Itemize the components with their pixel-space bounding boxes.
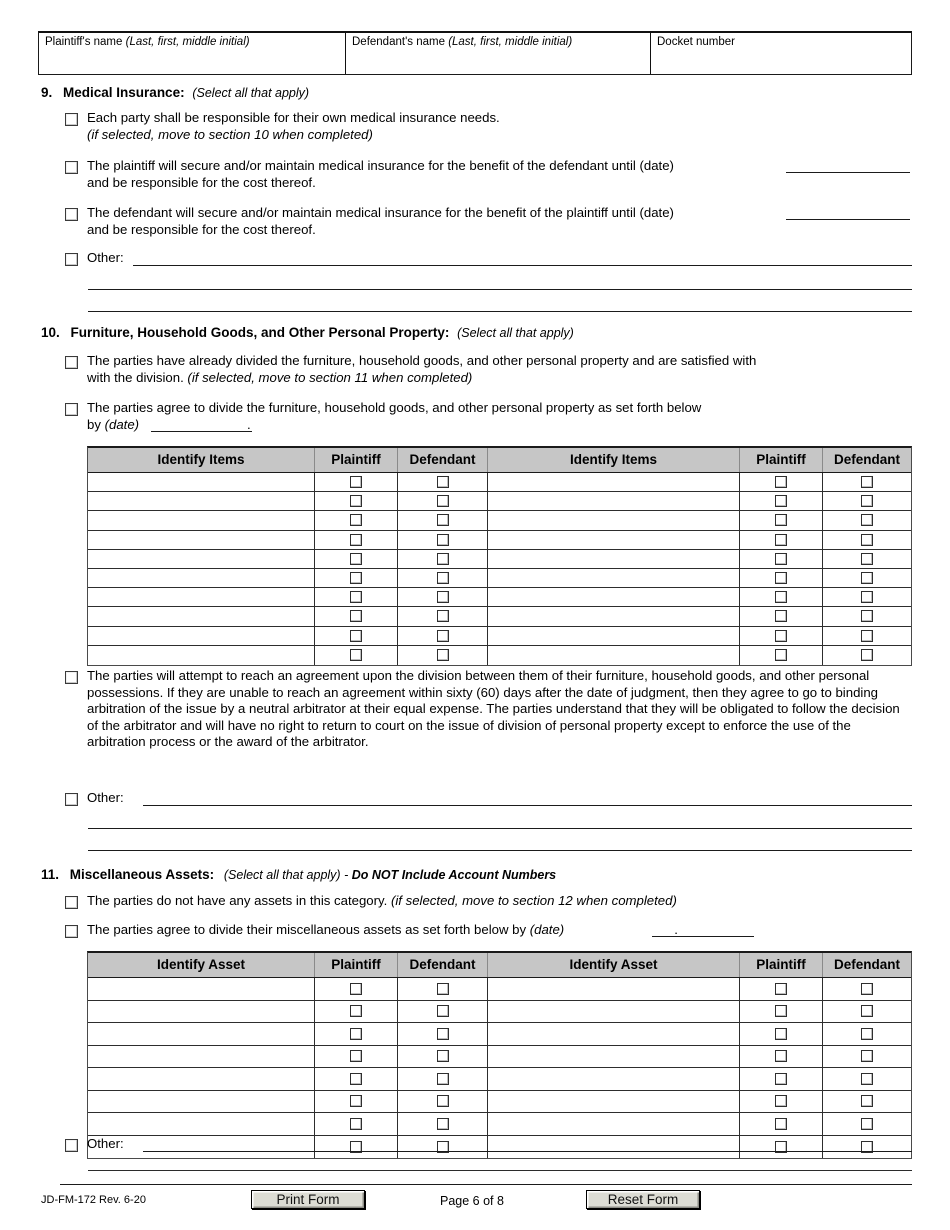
identify-entry-cell[interactable] <box>488 550 740 568</box>
party-checkbox-cell[interactable] <box>823 569 911 587</box>
party-checkbox-cell[interactable] <box>823 473 911 491</box>
identify-entry-cell[interactable] <box>88 1113 315 1135</box>
identify-entry-cell[interactable] <box>88 550 315 568</box>
column-header: Defendant <box>833 957 900 972</box>
checkbox-9-plaintiff-secures[interactable] <box>65 161 78 174</box>
party-checkbox-cell[interactable] <box>398 978 488 1000</box>
row-checkbox[interactable] <box>775 1118 787 1130</box>
identify-entry-cell[interactable] <box>88 1001 315 1023</box>
table-row <box>88 569 911 588</box>
identify-entry-cell[interactable] <box>88 1068 315 1090</box>
footer-divider <box>60 1184 912 1185</box>
party-checkbox-cell[interactable] <box>315 1046 398 1068</box>
party-checkbox-cell[interactable] <box>823 978 911 1000</box>
row-checkbox[interactable] <box>350 591 362 603</box>
party-checkbox-cell[interactable] <box>398 569 488 587</box>
identify-entry-cell[interactable] <box>88 607 315 625</box>
other-blank-9-line-2[interactable] <box>88 289 912 290</box>
furniture-table-header-row <box>88 448 911 473</box>
party-checkbox-cell[interactable] <box>823 492 911 510</box>
section-10-heading <box>41 325 574 340</box>
identify-entry-cell[interactable] <box>488 473 740 491</box>
row-checkbox[interactable] <box>350 1118 362 1130</box>
row-checkbox[interactable] <box>350 610 362 622</box>
identify-entry-cell[interactable] <box>88 1023 315 1045</box>
row-checkbox[interactable] <box>437 591 449 603</box>
column-header: Defendant <box>398 953 488 977</box>
column-header: Identify Asset <box>88 953 315 977</box>
row-checkbox[interactable] <box>775 476 787 488</box>
party-checkbox-cell[interactable] <box>740 588 823 606</box>
column-header: Identify Asset <box>488 953 740 977</box>
row-checkbox[interactable] <box>350 514 362 526</box>
party-checkbox-cell[interactable] <box>740 627 823 645</box>
row-checkbox[interactable] <box>350 553 362 565</box>
section-11-item-1-b: (if selected, move to section 12 when completed) <box>390 893 677 908</box>
identify-entry-cell[interactable] <box>88 588 315 606</box>
furniture-table-body <box>88 473 911 665</box>
date-blank-9-defendant[interactable] <box>786 219 910 220</box>
table-row <box>88 473 911 492</box>
row-checkbox[interactable] <box>861 1005 873 1017</box>
party-checkbox-cell[interactable] <box>740 1113 823 1135</box>
section-9-instruction: (Select all that apply) <box>192 86 310 100</box>
other-blank-9-line-3[interactable] <box>88 311 912 312</box>
row-checkbox[interactable] <box>775 591 787 603</box>
party-checkbox-cell[interactable] <box>823 1136 911 1159</box>
checkbox-9-own-insurance[interactable] <box>65 113 78 126</box>
identify-entry-cell[interactable] <box>88 1046 315 1068</box>
identify-entry-cell[interactable] <box>488 1136 740 1159</box>
row-checkbox[interactable] <box>437 514 449 526</box>
party-checkbox-cell[interactable] <box>315 550 398 568</box>
row-checkbox[interactable] <box>437 1050 449 1062</box>
section-9-item-2-line2: and be responsible for the cost thereof. <box>87 174 316 190</box>
section-11-number: 11. <box>41 867 60 882</box>
other-blank-11-line-2[interactable] <box>88 1170 912 1171</box>
party-checkbox-cell[interactable] <box>315 1068 398 1090</box>
column-header: Plaintiff <box>315 448 398 472</box>
party-checkbox-cell[interactable] <box>740 607 823 625</box>
identify-entry-cell[interactable] <box>488 607 740 625</box>
party-checkbox-cell[interactable] <box>398 1091 488 1113</box>
party-checkbox-cell[interactable] <box>398 473 488 491</box>
row-checkbox[interactable] <box>861 983 873 995</box>
identify-entry-cell[interactable] <box>488 627 740 645</box>
checkbox-9-other[interactable] <box>65 253 78 266</box>
row-checkbox[interactable] <box>775 553 787 565</box>
party-checkbox-cell[interactable] <box>315 569 398 587</box>
row-checkbox[interactable] <box>861 495 873 507</box>
party-checkbox-cell[interactable] <box>315 1001 398 1023</box>
row-checkbox[interactable] <box>350 630 362 642</box>
section-11-instruction: (Select all that apply) - <box>223 868 352 882</box>
row-checkbox[interactable] <box>775 610 787 622</box>
section-9-other-label <box>87 250 124 267</box>
party-checkbox-cell[interactable] <box>823 1023 911 1045</box>
row-checkbox[interactable] <box>437 983 449 995</box>
section-10-title: Furniture, Household Goods, and Other Personal Property: <box>70 325 450 340</box>
plaintiff-name-label: Plaintiff's name <box>45 36 126 48</box>
identify-entry-cell[interactable] <box>88 627 315 645</box>
party-checkbox-cell[interactable] <box>398 1046 488 1068</box>
party-checkbox-cell[interactable] <box>823 588 911 606</box>
identify-entry-cell[interactable] <box>488 1001 740 1023</box>
row-checkbox[interactable] <box>350 534 362 546</box>
section-11-item-2-b: (date) <box>529 922 565 937</box>
section-9-item-3-line1: The defendant will secure and/or maintain medical insurance for the benefit of the plaintiff until (date) <box>87 205 674 220</box>
identify-entry-cell[interactable] <box>488 588 740 606</box>
party-checkbox-cell[interactable] <box>823 511 911 529</box>
plaintiff-name-field[interactable] <box>39 33 346 74</box>
section-9-item-2-text <box>87 158 917 191</box>
section-10-item-2-line2b: (date) <box>104 416 140 432</box>
row-checkbox[interactable] <box>350 1028 362 1040</box>
table-row <box>88 588 911 607</box>
row-checkbox[interactable] <box>775 649 787 661</box>
party-checkbox-cell[interactable] <box>315 607 398 625</box>
row-checkbox[interactable] <box>861 1118 873 1130</box>
party-checkbox-cell[interactable] <box>315 531 398 549</box>
party-checkbox-cell[interactable] <box>315 1113 398 1135</box>
table-row <box>88 511 911 530</box>
row-checkbox[interactable] <box>437 1118 449 1130</box>
row-checkbox[interactable] <box>861 534 873 546</box>
row-checkbox[interactable] <box>861 476 873 488</box>
checkbox-10-already-divided[interactable] <box>65 356 78 369</box>
row-checkbox[interactable] <box>437 495 449 507</box>
party-checkbox-cell[interactable] <box>315 1023 398 1045</box>
table-row <box>88 1023 911 1046</box>
section-10-item-2-line2a: by <box>87 416 105 432</box>
identify-entry-cell[interactable] <box>488 978 740 1000</box>
row-checkbox[interactable] <box>437 1028 449 1040</box>
row-checkbox[interactable] <box>775 1028 787 1040</box>
row-checkbox[interactable] <box>861 649 873 661</box>
party-checkbox-cell[interactable] <box>398 1001 488 1023</box>
row-checkbox[interactable] <box>861 1095 873 1107</box>
print-form-button[interactable]: Print Form <box>251 1190 365 1209</box>
table-row <box>88 1046 911 1069</box>
section-9-heading <box>41 85 309 100</box>
party-checkbox-cell[interactable] <box>740 1068 823 1090</box>
checkbox-10-other[interactable] <box>65 793 78 806</box>
form-id-label: JD-FM-172 Rev. 6-20 <box>41 1194 146 1206</box>
party-checkbox-cell[interactable] <box>740 1046 823 1068</box>
party-checkbox-cell[interactable] <box>740 492 823 510</box>
column-header: Defendant <box>398 448 488 472</box>
party-checkbox-cell[interactable] <box>823 646 911 665</box>
section-11-title: Miscellaneous Assets: <box>69 867 215 882</box>
table-row <box>88 1113 911 1136</box>
identify-entry-cell[interactable] <box>488 1113 740 1135</box>
party-checkbox-cell[interactable] <box>740 1023 823 1045</box>
party-checkbox-cell[interactable] <box>315 492 398 510</box>
row-checkbox[interactable] <box>437 630 449 642</box>
identify-entry-cell[interactable] <box>88 511 315 529</box>
row-checkbox[interactable] <box>861 514 873 526</box>
table-row <box>88 1068 911 1091</box>
section-10-item-2-line2c: . <box>247 416 251 432</box>
identify-entry-cell[interactable] <box>88 492 315 510</box>
section-10-arbitration-text: The parties will attempt to reach an agreement upon the division between them of their furniture, household goods, and other personal possessions. If they are unable to reach an agreement within sixty (60) days after the date of judgment, then they agree to go to binding arbitration of the issue by a neutral arbitrator at their equal expense. The parties understand that they will be obligated to follow the decision of the arbitrator and will have no right to return to court on the issue of division of personal property except to enforce the use of the arbitration process or the award of the arbitrator. <box>87 668 900 749</box>
party-checkbox-cell[interactable] <box>398 588 488 606</box>
assets-table-body <box>88 978 911 1158</box>
identify-entry-cell[interactable] <box>488 1091 740 1113</box>
checkbox-9-defendant-secures[interactable] <box>65 208 78 221</box>
defendant-name-label: Defendant's name <box>352 36 449 48</box>
identify-entry-cell[interactable] <box>488 1023 740 1045</box>
other-blank-10-line-1[interactable] <box>143 805 912 806</box>
party-checkbox-cell[interactable] <box>823 1068 911 1090</box>
docket-number-field[interactable] <box>651 33 911 74</box>
row-checkbox[interactable] <box>350 649 362 661</box>
checkbox-10-agree-divide[interactable] <box>65 403 78 416</box>
section-11-item-2-text <box>87 922 917 939</box>
row-checkbox[interactable] <box>350 1050 362 1062</box>
party-checkbox-cell[interactable] <box>398 550 488 568</box>
section-10-item-1-line2a: with the division. <box>87 369 188 385</box>
row-checkbox[interactable] <box>437 1005 449 1017</box>
identify-entry-cell[interactable] <box>88 978 315 1000</box>
party-checkbox-cell[interactable] <box>315 627 398 645</box>
identify-entry-cell[interactable] <box>88 569 315 587</box>
party-checkbox-cell[interactable] <box>740 569 823 587</box>
section-11-item-1-text <box>87 893 917 910</box>
column-header: Identify Items <box>88 448 315 472</box>
party-checkbox-cell[interactable] <box>315 588 398 606</box>
identify-entry-cell[interactable] <box>488 1068 740 1090</box>
party-checkbox-cell[interactable] <box>398 1068 488 1090</box>
row-checkbox[interactable] <box>437 572 449 584</box>
identify-entry-cell[interactable] <box>88 1091 315 1113</box>
party-checkbox-cell[interactable] <box>398 492 488 510</box>
party-checkbox-cell[interactable] <box>315 1091 398 1113</box>
section-9-title: Medical Insurance: <box>63 85 185 100</box>
section-9-number: 9. <box>41 85 53 100</box>
party-checkbox-cell[interactable] <box>823 1091 911 1113</box>
row-checkbox[interactable] <box>775 1005 787 1017</box>
party-checkbox-cell[interactable] <box>740 550 823 568</box>
party-checkbox-cell[interactable] <box>740 1001 823 1023</box>
party-checkbox-cell[interactable] <box>398 646 488 665</box>
party-checkbox-cell[interactable] <box>823 1046 911 1068</box>
column-header: Plaintiff <box>740 953 823 977</box>
row-checkbox[interactable] <box>350 1095 362 1107</box>
party-checkbox-cell[interactable] <box>740 473 823 491</box>
section-9-other-text: Other: <box>87 250 124 265</box>
row-checkbox[interactable] <box>350 1073 362 1085</box>
section-10-item-1-text <box>87 353 917 386</box>
assets-table-header-row <box>88 953 911 978</box>
row-checkbox[interactable] <box>861 553 873 565</box>
checkbox-10-arbitration[interactable] <box>65 671 78 684</box>
other-blank-10-line-3[interactable] <box>88 850 912 851</box>
section-10-item-1-line2b: (if selected, move to section 11 when completed) <box>187 369 473 385</box>
row-checkbox[interactable] <box>437 610 449 622</box>
section-9-item-2-line1: The plaintiff will secure and/or maintain medical insurance for the benefit of the defendant until (date) <box>87 158 674 173</box>
checkbox-11-other[interactable] <box>65 1139 78 1152</box>
table-row <box>88 1091 911 1114</box>
party-checkbox-cell[interactable] <box>823 607 911 625</box>
row-checkbox[interactable] <box>775 514 787 526</box>
identify-entry-cell[interactable] <box>88 646 315 665</box>
row-checkbox[interactable] <box>437 1095 449 1107</box>
section-10-item-2-text <box>87 400 917 433</box>
party-checkbox-cell[interactable] <box>823 550 911 568</box>
section-10-item-2-line1: The parties agree to divide the furniture, household goods, and other personal property as set forth below <box>87 400 702 415</box>
table-row <box>88 1136 911 1159</box>
table-row <box>88 531 911 550</box>
row-checkbox[interactable] <box>350 983 362 995</box>
party-checkbox-cell[interactable] <box>315 978 398 1000</box>
section-10-number: 10. <box>41 325 60 340</box>
column-header: Plaintiff <box>315 953 398 977</box>
other-blank-11-line-1[interactable] <box>143 1151 912 1152</box>
table-row <box>88 550 911 569</box>
party-checkbox-cell[interactable] <box>315 1136 398 1159</box>
party-checkbox-cell[interactable] <box>823 531 911 549</box>
party-checkbox-cell[interactable] <box>740 1091 823 1113</box>
row-checkbox[interactable] <box>861 1028 873 1040</box>
section-9-item-1-text <box>87 110 917 143</box>
row-checkbox[interactable] <box>350 572 362 584</box>
docket-number-label: Docket number <box>657 36 735 48</box>
party-checkbox-cell[interactable] <box>398 1136 488 1159</box>
reset-form-button[interactable]: Reset Form <box>586 1190 700 1209</box>
identify-entry-cell[interactable] <box>488 492 740 510</box>
section-11-item-1-a: The parties do not have any assets in this category. <box>87 893 391 908</box>
section-10-item-1-line1: The parties have already divided the furniture, household goods, and other personal property and are satisfied with <box>87 353 757 368</box>
checkbox-11-no-assets[interactable] <box>65 896 78 909</box>
row-checkbox[interactable] <box>437 534 449 546</box>
party-checkbox-cell[interactable] <box>740 511 823 529</box>
caption-box <box>38 31 912 75</box>
party-checkbox-cell[interactable] <box>740 1136 823 1159</box>
section-11-item-2-c: . <box>674 922 678 937</box>
identify-entry-cell[interactable] <box>488 646 740 665</box>
party-checkbox-cell[interactable] <box>315 473 398 491</box>
row-checkbox[interactable] <box>775 495 787 507</box>
row-checkbox[interactable] <box>350 495 362 507</box>
party-checkbox-cell[interactable] <box>398 1023 488 1045</box>
section-11-other-label: Other: <box>87 1136 124 1151</box>
party-checkbox-cell[interactable] <box>398 627 488 645</box>
party-checkbox-cell[interactable] <box>398 607 488 625</box>
party-checkbox-cell[interactable] <box>823 1001 911 1023</box>
party-checkbox-cell[interactable] <box>315 511 398 529</box>
party-checkbox-cell[interactable] <box>740 978 823 1000</box>
row-checkbox[interactable] <box>861 591 873 603</box>
section-11-item-2-a: The parties agree to divide their miscellaneous assets as set forth below by <box>87 922 530 937</box>
table-row <box>88 978 911 1001</box>
row-checkbox[interactable] <box>775 534 787 546</box>
date-blank-11[interactable] <box>652 936 754 937</box>
table-row <box>88 1001 911 1024</box>
party-checkbox-cell[interactable] <box>823 627 911 645</box>
row-checkbox[interactable] <box>437 476 449 488</box>
row-checkbox[interactable] <box>861 572 873 584</box>
table-row <box>88 627 911 646</box>
row-checkbox[interactable] <box>861 1050 873 1062</box>
identify-entry-cell[interactable] <box>488 1046 740 1068</box>
section-11-heading <box>41 867 556 882</box>
row-checkbox[interactable] <box>861 610 873 622</box>
row-checkbox[interactable] <box>775 983 787 995</box>
defendant-name-hint: (Last, first, middle initial) <box>448 36 573 48</box>
identify-entry-cell[interactable] <box>488 531 740 549</box>
identify-entry-cell[interactable] <box>488 511 740 529</box>
row-checkbox[interactable] <box>437 649 449 661</box>
section-9-item-1-line1: Each party shall be responsible for their own medical insurance needs. <box>87 110 500 125</box>
other-blank-9-line-1[interactable] <box>133 265 912 266</box>
row-checkbox[interactable] <box>775 630 787 642</box>
table-row <box>88 646 911 665</box>
row-checkbox[interactable] <box>437 1073 449 1085</box>
page-number-label: Page 6 of 8 <box>440 1194 504 1208</box>
section-9-item-3-text <box>87 205 917 238</box>
checkbox-11-agree-divide[interactable] <box>65 925 78 938</box>
row-checkbox[interactable] <box>350 476 362 488</box>
row-checkbox[interactable] <box>775 1050 787 1062</box>
party-checkbox-cell[interactable] <box>823 1113 911 1135</box>
row-checkbox[interactable] <box>775 572 787 584</box>
party-checkbox-cell[interactable] <box>398 511 488 529</box>
table-row <box>88 492 911 511</box>
table-row <box>88 607 911 626</box>
assets-division-table <box>87 951 912 1159</box>
row-checkbox[interactable] <box>350 1005 362 1017</box>
party-checkbox-cell[interactable] <box>398 1113 488 1135</box>
row-checkbox[interactable] <box>775 1073 787 1085</box>
party-checkbox-cell[interactable] <box>398 531 488 549</box>
furniture-division-table <box>87 446 912 666</box>
section-11-warning: Do NOT Include Account Numbers <box>351 868 557 882</box>
row-checkbox[interactable] <box>861 1073 873 1085</box>
date-blank-9-plaintiff[interactable] <box>786 172 910 173</box>
section-9-item-1-line2: (if selected, move to section 10 when completed) <box>87 126 373 142</box>
identify-entry-cell[interactable] <box>88 531 315 549</box>
plaintiff-name-hint: (Last, first, middle initial) <box>125 36 250 48</box>
column-header: Plaintiff <box>740 448 823 472</box>
row-checkbox[interactable] <box>861 630 873 642</box>
other-blank-10-line-2[interactable] <box>88 828 912 829</box>
party-checkbox-cell[interactable] <box>315 646 398 665</box>
party-checkbox-cell[interactable] <box>740 646 823 665</box>
defendant-name-field[interactable] <box>346 33 651 74</box>
party-checkbox-cell[interactable] <box>740 531 823 549</box>
identify-entry-cell[interactable] <box>88 473 315 491</box>
date-blank-10[interactable] <box>151 431 252 432</box>
column-header: Identify Items <box>488 448 740 472</box>
row-checkbox[interactable] <box>437 553 449 565</box>
section-10-instruction: (Select all that apply) <box>457 326 574 340</box>
section-10-other-label: Other: <box>87 790 124 805</box>
column-header: Defendant <box>833 452 900 467</box>
identify-entry-cell[interactable] <box>488 569 740 587</box>
row-checkbox[interactable] <box>775 1095 787 1107</box>
section-9-item-3-line2: and be responsible for the cost thereof. <box>87 221 316 237</box>
